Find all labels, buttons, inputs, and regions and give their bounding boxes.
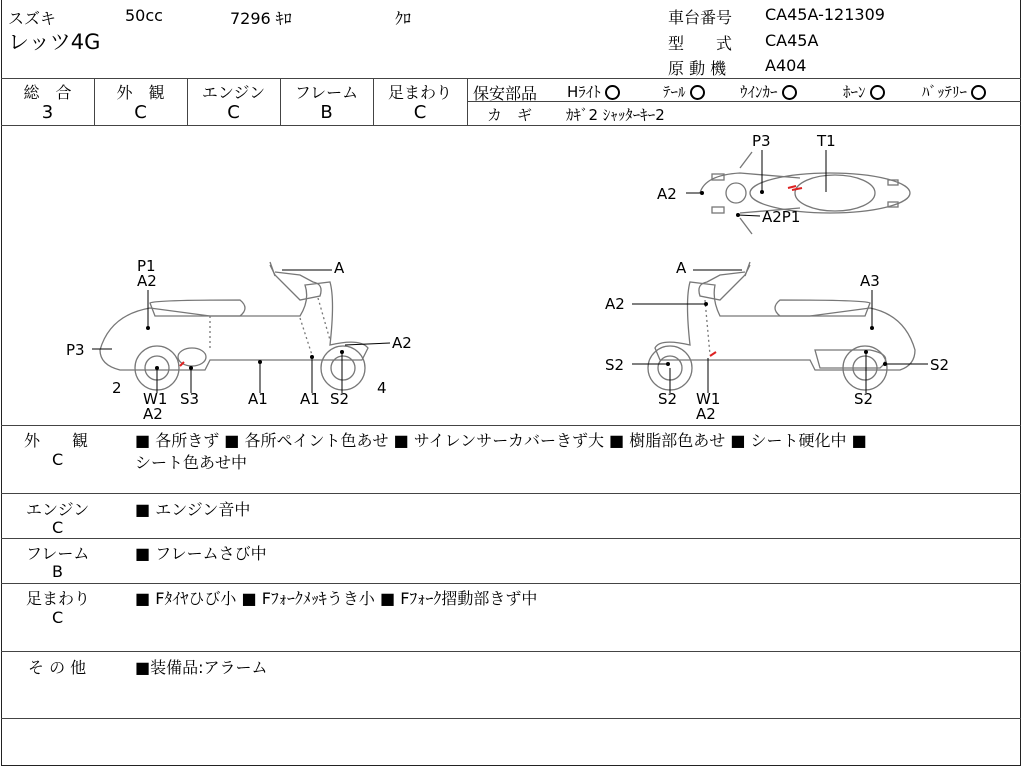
- remark-engine-label: エンジン: [26, 500, 90, 519]
- label-w1: W1: [143, 390, 168, 408]
- frame-no: CA45A-121309: [765, 5, 885, 24]
- label-a2: A2: [392, 334, 412, 352]
- divider: [1, 583, 1021, 584]
- remark-other-label: そ の 他: [28, 658, 87, 677]
- scooter-top-view-icon: [700, 152, 910, 234]
- label-s2: S2: [658, 390, 678, 408]
- label-a3: A3: [860, 272, 880, 290]
- color: ｸﾛ: [395, 9, 412, 28]
- label-s2: S2: [605, 356, 625, 374]
- remark-suspension-text: ■ Fﾀｲﾔひび小 ■ Fﾌｫｰｸﾒｯｷうき小 ■ Fﾌｫｰｸ摺動部きず中: [135, 589, 538, 608]
- label-a2p1: A2P1: [762, 208, 801, 226]
- label-w1: W1: [696, 390, 721, 408]
- headlight-label: Hﾗｲﾄ: [567, 83, 601, 101]
- remark-frame-grade: B: [52, 562, 63, 581]
- suspension-grade-label: 足まわり: [387, 83, 452, 102]
- divider: [1, 425, 1021, 426]
- remark-engine-grade: C: [52, 518, 64, 537]
- frame-no-label: 車台番号: [668, 8, 733, 27]
- model-name: レッツ4G: [8, 30, 101, 54]
- engine-value: A404: [765, 56, 807, 75]
- divider: [1, 538, 1021, 539]
- remark-exterior-text: ■ 各所きず ■ 各所ペイント色あせ ■ サイレンサーカバーきず大 ■ 樹脂部色あせ ■ シート硬化中 ■: [135, 431, 867, 450]
- label-a2: A2: [696, 405, 716, 423]
- label-a2: A2: [137, 272, 157, 290]
- battery-label: ﾊﾞｯﾃﾘｰ: [922, 83, 968, 101]
- label-a2: A2: [657, 185, 677, 203]
- keys-label: カ ギ: [487, 106, 533, 124]
- suspension-grade: C: [413, 102, 427, 123]
- displacement: 50cc: [125, 6, 163, 25]
- label-s2: S2: [930, 356, 950, 374]
- engine-label: 原 動 機: [668, 59, 727, 78]
- safety-label: 保安部品: [473, 84, 538, 103]
- label-p3: P3: [66, 341, 85, 359]
- remark-exterior-text-2: シート色あせ中: [135, 453, 248, 472]
- type-label: 型 式: [668, 34, 733, 53]
- label-t1: T1: [817, 132, 836, 150]
- exterior-grade: C: [134, 102, 147, 123]
- label-a: A: [676, 259, 687, 277]
- remark-frame-text: ■ フレームさび中: [135, 544, 267, 563]
- label-a2: A2: [143, 405, 163, 423]
- remark-engine-text: ■ エンジン音中: [135, 500, 251, 519]
- label-p1: P1: [137, 257, 156, 275]
- keys-value: ｶｷﾞ2 ｼｬｯﾀｰｷｰ2: [566, 106, 665, 124]
- remark-suspension-grade: C: [52, 608, 64, 627]
- remark-exterior-grade: C: [52, 450, 64, 469]
- horn-label: ﾎｰﾝ: [843, 83, 866, 101]
- label-s2: S2: [854, 390, 874, 408]
- remark-other-text: ■装備品:アラーム: [135, 658, 268, 677]
- divider: [1, 493, 1021, 494]
- engine-grade: C: [227, 102, 240, 123]
- label-s3: S3: [180, 390, 200, 408]
- label-a2: A2: [605, 295, 625, 313]
- divider: [1, 651, 1021, 652]
- engine-grade-label: エンジン: [201, 83, 266, 102]
- label-2: 2: [112, 379, 122, 397]
- label-a1: A1: [248, 390, 268, 408]
- frame-grade: B: [320, 102, 333, 123]
- mileage: 7296 ｷﾛ: [230, 9, 292, 28]
- frame-grade-label: フレーム: [294, 83, 359, 102]
- remark-suspension-label: 足まわり: [26, 589, 91, 608]
- overall-label: 総 合: [23, 83, 72, 102]
- label-4: 4: [377, 379, 387, 397]
- winker-label: ｳｲﾝｶｰ: [740, 83, 778, 101]
- taillight-label: ﾃｰﾙ: [663, 83, 686, 101]
- divider: [1, 718, 1021, 719]
- maker: スズキ: [8, 9, 57, 28]
- label-p3: P3: [752, 132, 771, 150]
- label-a1: A1: [300, 390, 320, 408]
- label-s2: S2: [330, 390, 350, 408]
- label-a: A: [334, 259, 345, 277]
- remark-frame-label: フレーム: [26, 544, 90, 563]
- exterior-label: 外 観: [116, 83, 165, 102]
- remark-exterior-label: 外 観: [24, 431, 89, 450]
- overall-grade: 3: [41, 102, 54, 123]
- type-value: CA45A: [765, 31, 819, 50]
